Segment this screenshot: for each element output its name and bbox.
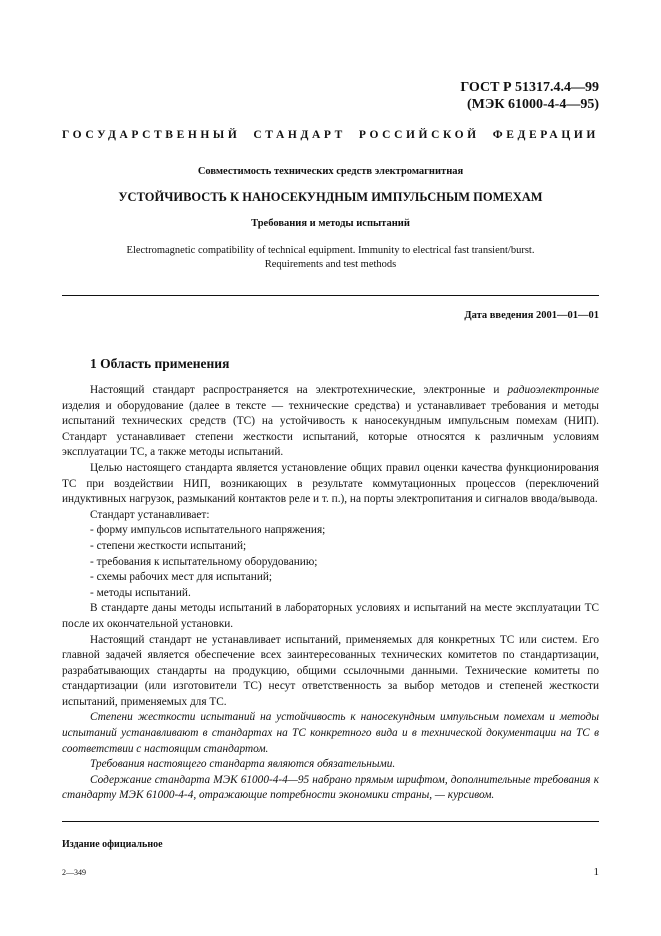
- footer-divider: [62, 821, 599, 822]
- gov-title-word: СТАНДАРТ: [253, 129, 346, 141]
- italic-paragraph: Требования настоящего стандарта являются обязательными.: [90, 758, 396, 771]
- paragraph: Целью настоящего стандарта является установление общих правил оценки качества функционирования ТС при воздействии НИП, возникающих в результате коммутационных процессов (переключений индуктивных нагрузок, размыканий контактов реле и т. п.), на порты электропитания и сигналов ввода/вывода.: [62, 461, 599, 506]
- list-item: - степени жесткости испытаний;: [90, 539, 247, 552]
- list-item: - схемы рабочих мест для испытаний;: [90, 571, 273, 584]
- page-number: 1: [593, 866, 599, 878]
- english-title-line: Requirements and test methods: [264, 259, 397, 270]
- gov-title-word: ГОСУДАРСТВЕННЫЙ: [62, 129, 241, 141]
- paragraph: Настоящий стандарт распространяется на электротехнические, электронные и радиоэлектронные изделия и оборудование (далее в тексте — технические средства) и устанавливает требования и методы испытаний технических средств (ТС) на устойчивость к наносекундным импульсным помехам (НИП). Стандарт устанавливает степени жесткости испытаний, которые относятся к различным условиям эксплуатации ТС, а также методы испытаний.: [62, 384, 599, 459]
- official-edition-label: Издание официальное: [62, 839, 163, 850]
- government-standard-title: [62, 129, 599, 141]
- section-heading: 1 Область применения: [90, 356, 230, 371]
- standard-subject: Совместимость технических средств электромагнитная: [197, 166, 464, 177]
- paragraph: Настоящий стандарт не устанавливает испытаний, применяемых для конкретных ТС или систем. Его главной задачей является обеспечение всех заинтересованных технических комитетов по стандартизации, разрабатывающих стандарты на продукцию, общими ссылочными данными. Технические комитеты по стандартизации (или изготовители ТС) несут ответственность за выбор методов и степеней жесткости испытаний, применяемых для ТС.: [62, 633, 599, 708]
- section-body: [62, 383, 599, 804]
- list-item: - требования к испытательному оборудованию;: [90, 555, 318, 568]
- header-divider: [62, 295, 599, 296]
- list-item: - методы испытаний.: [90, 586, 191, 599]
- standard-code-block: [460, 79, 599, 113]
- italic-paragraph: Содержание стандарта МЭК 61000-4-4—95 набрано прямым шрифтом, дополнительные требования к стандарту МЭК 61000-4-4, отражающие потребности экономики страны, — курсивом.: [62, 773, 599, 802]
- english-title-line: Electromagnetic compatibility of technical equipment. Immunity to electrical fast transient/burst.: [126, 245, 535, 256]
- introduction-date: Дата введения 2001—01—01: [464, 310, 599, 321]
- italic-paragraph: Степени жесткости испытаний на устойчивость к наносекундным импульсным помехам и методы испытаний устанавливают в стандартах на ТС конкретного вида и в технической документации на ТС в соответствии с настоящим стандартом.: [62, 711, 599, 755]
- paragraph: Стандарт устанавливает:: [90, 508, 210, 521]
- standard-number: ГОСТ Р 51317.4.4—99: [460, 80, 599, 95]
- paragraph: В стандарте даны методы испытаний в лабораторных условиях и испытаний на месте эксплуатации ТС после их окончательной установки.: [62, 602, 599, 630]
- standard-subtitle: Требования и методы испытаний: [251, 218, 410, 229]
- print-code: 2—349: [62, 868, 86, 877]
- gov-title-word: РОССИЙСКОЙ: [358, 129, 480, 141]
- list-item: - форму импульсов испытательного напряжения;: [90, 524, 326, 537]
- english-title: [62, 244, 599, 272]
- standard-main-title: УСТОЙЧИВОСТЬ К НАНОСЕКУНДНЫМ ИМПУЛЬСНЫМ ПОМЕХАМ: [118, 190, 543, 204]
- gov-title-word: ФЕДЕРАЦИИ: [492, 129, 599, 141]
- iec-number: (МЭК 61000-4-4—95): [466, 97, 599, 112]
- italic-fragment: радиоэлектронные: [507, 384, 599, 396]
